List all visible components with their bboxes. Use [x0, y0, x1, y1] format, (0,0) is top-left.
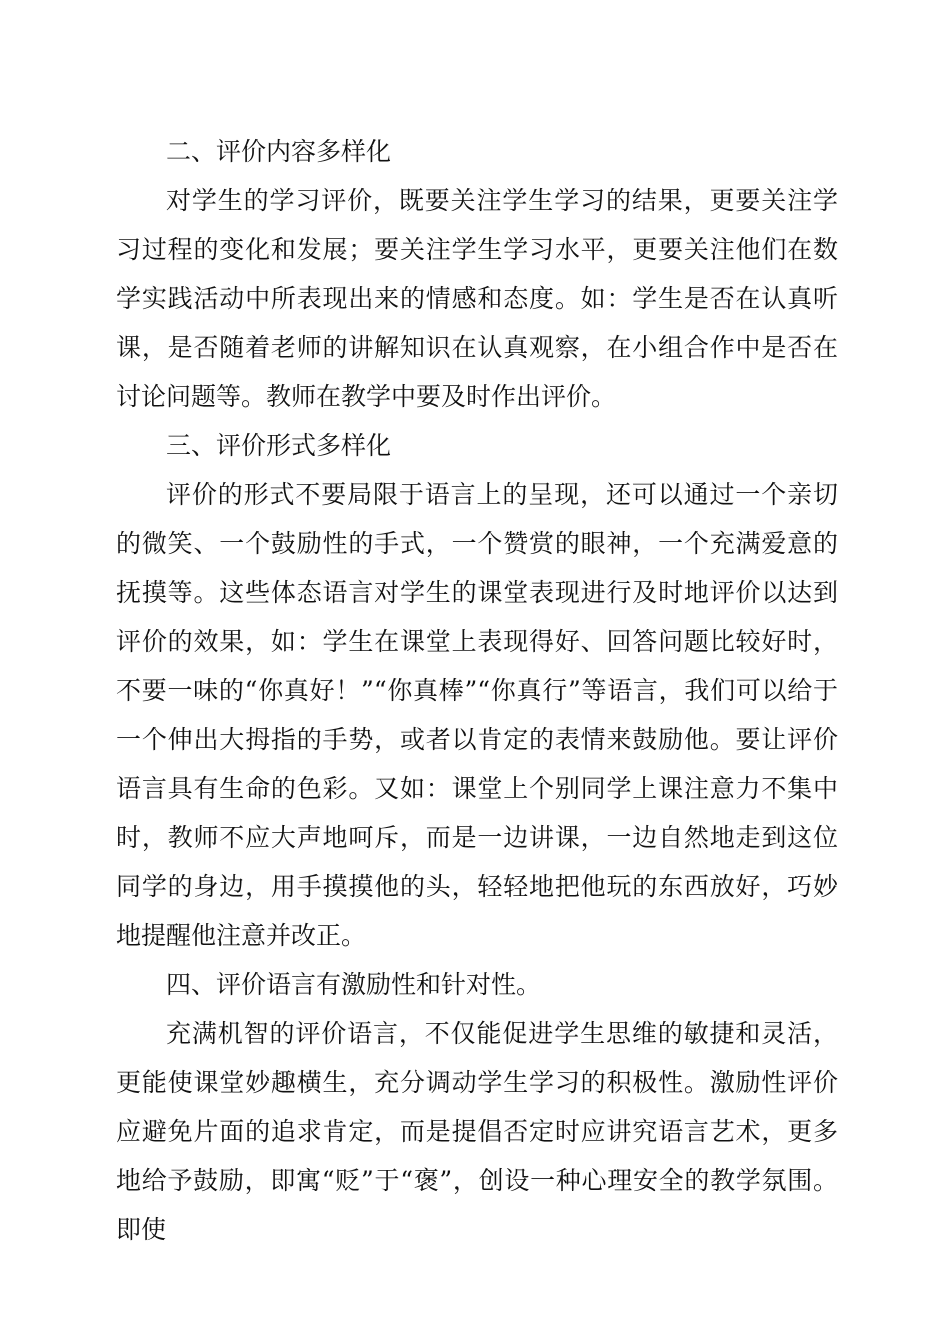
- document-body: [116, 127, 838, 1254]
- section-2-heading: 二、评价内容多样化: [166, 137, 392, 166]
- section-4-heading: 四、评价语言有激励性和针对性。: [166, 970, 542, 999]
- section-2-paragraph: 对学生的学习评价，既要关注学生学习的结果，更要关注学习过程的变化和发展；要关注学生学习水平，更要关注他们在数学实践活动中所表现出来的情感和态度。如：学生是否在认真听课，是否随着老师的讲解知识在认真观察，在小组合作中是否在讨论问题等。教师在教学中要及时作出评价。: [116, 186, 838, 411]
- section-4-paragraph: 充满机智的评价语言，不仅能促进学生思维的敏捷和灵活，更能使课堂妙趣横生，充分调动学生学习的积极性。激励性评价应避免片面的追求肯定，而是提倡否定时应讲究语言艺术，更多地给予鼓励，即寓“贬”于“褒”，创设一种心理安全的教学氛围。即使: [116, 1019, 838, 1244]
- section-3-paragraph: 评价的形式不要局限于语言上的呈现，还可以通过一个亲切的微笑、一个鼓励性的手式，一个赞赏的眼神，一个充满爱意的抚摸等。这些体态语言对学生的课堂表现进行及时地评价以达到评价的效果，如：学生在课堂上表现得好、回答问题比较好时，不要一味的“你真好！”“你真棒”“你真行”等语言，我们可以给于一个伸出大拇指的手势，或者以肯定的表情来鼓励他。要让评价语言具有生命的色彩。又如：课堂上个别同学上课注意力不集中时，教师不应大声地呵斥，而是一边讲课，一边自然地走到这位同学的身边，用手摸摸他的头，轻轻地把他玩的东西放好，巧妙地提醒他注意并改正。: [116, 480, 838, 950]
- section-3-heading: 三、评价形式多样化: [166, 431, 392, 460]
